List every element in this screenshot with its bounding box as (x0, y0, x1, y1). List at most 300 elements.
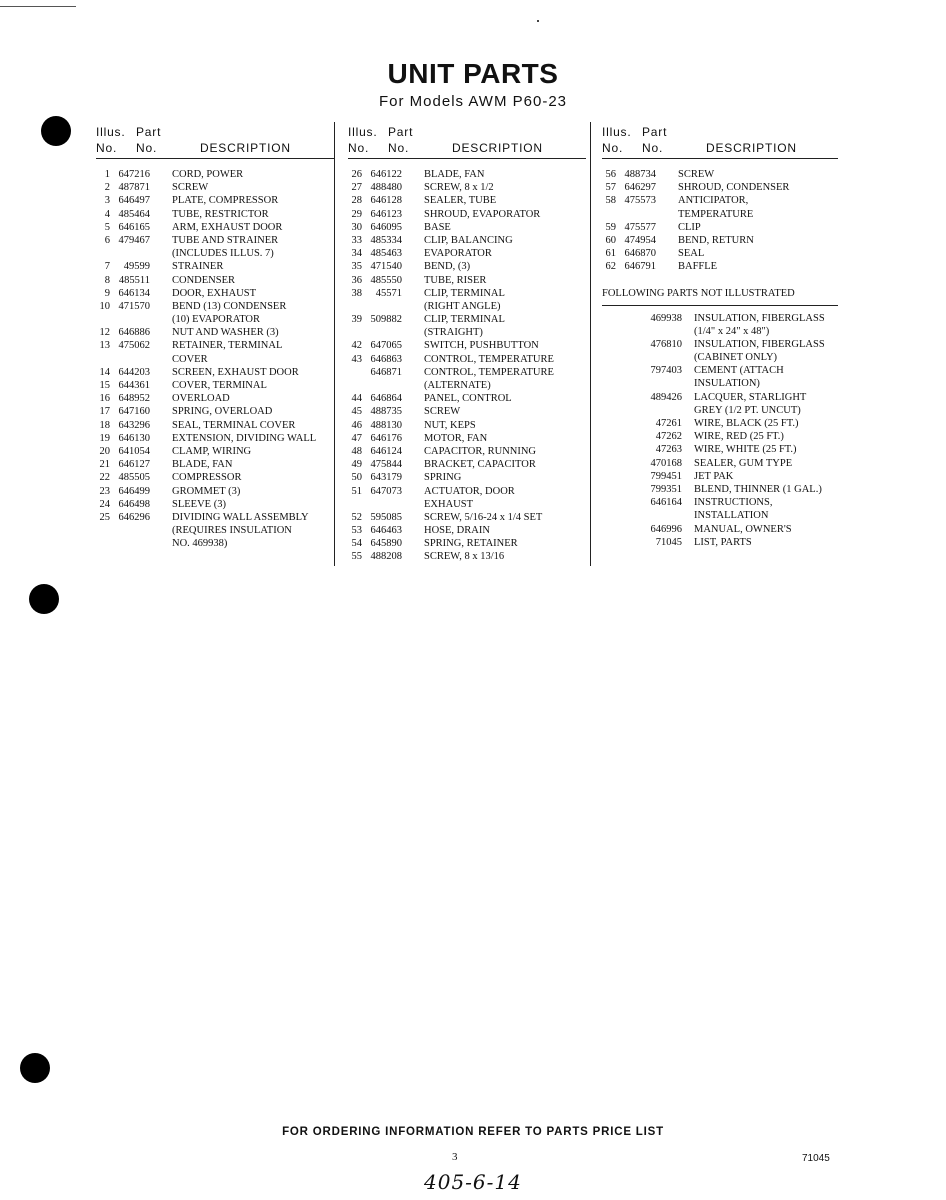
parts-row (348, 221, 586, 234)
column-header (602, 122, 838, 159)
illus-number: 46 (351, 419, 362, 431)
part-number: 647065 (370, 340, 402, 352)
illus-number: 30 (351, 221, 362, 233)
part-number: 646124 (370, 445, 402, 457)
illus-number: 4 (104, 208, 110, 220)
part-description: EXTENSION, DIVIDING WALL (172, 432, 317, 444)
parts-row (96, 300, 334, 313)
part-number: 49599 (123, 261, 150, 273)
part-description: CEMENT (ATTACH (694, 365, 784, 377)
part-description: BEND, RETURN (678, 234, 754, 246)
part-number: 488208 (370, 551, 402, 563)
page-title: UNIT PARTS (387, 58, 559, 89)
illus-number: 27 (351, 182, 362, 194)
part-number: 485505 (118, 472, 150, 484)
part-description: STRAINER (172, 261, 224, 273)
part-number: 475062 (118, 340, 150, 352)
part-description: NO. 469938) (172, 538, 228, 550)
header-description: DESCRIPTION (706, 141, 797, 155)
part-description: EVAPORATOR (424, 248, 492, 260)
part-description: BLEND, THINNER (1 GAL.) (694, 483, 822, 495)
part-description: CORD, POWER (172, 169, 244, 180)
part-number: 646497 (118, 195, 150, 207)
part-description: INSULATION) (694, 378, 760, 390)
illus-number: 39 (351, 314, 362, 326)
part-description: SCREW, 8 x 13/16 (424, 551, 505, 563)
part-description: TUBE, RISER (424, 274, 487, 286)
not-illustrated-row (602, 483, 838, 496)
part-number: 45571 (375, 287, 402, 299)
parts-row (348, 392, 586, 405)
part-description: (CABINET ONLY) (694, 352, 778, 364)
scan-speck (537, 20, 539, 22)
part-description: INSTALLATION (694, 510, 769, 522)
scan-corner-line (0, 6, 76, 7)
part-description: SCREW, 8 x 1/2 (424, 182, 494, 194)
part-number: 646165 (118, 221, 150, 233)
illus-number: 15 (99, 380, 110, 391)
part-description: CONTROL, TEMPERATURE (424, 366, 554, 378)
part-description: TUBE AND STRAINER (172, 234, 279, 246)
illus-number: 26 (351, 169, 362, 180)
part-description: JET PAK (694, 470, 734, 482)
illus-number: 8 (104, 274, 110, 286)
part-number: 485463 (370, 248, 402, 260)
part-number: 646791 (624, 261, 656, 273)
part-number: 646996 (650, 523, 682, 535)
illus-number: 24 (99, 498, 110, 510)
part-description: COMPRESSOR (172, 472, 242, 484)
parts-row (96, 458, 334, 471)
parts-row (348, 274, 586, 287)
handwritten-note: 405-6-14 (424, 1170, 522, 1194)
part-description: CLIP, TERMINAL (424, 314, 505, 326)
page-number: 3 (452, 1151, 458, 1163)
part-number: 643179 (370, 472, 402, 484)
illus-number: 33 (351, 234, 362, 246)
part-number: 646127 (118, 459, 150, 471)
header-illus: Illus. (348, 125, 378, 139)
parts-row (602, 208, 838, 221)
not-illustrated-row (602, 338, 838, 351)
illus-number: 55 (351, 551, 362, 563)
part-number: 644361 (118, 380, 150, 391)
part-description: LACQUER, STARLIGHT (694, 391, 807, 403)
parts-row (602, 194, 838, 207)
part-description: (REQUIRES INSULATION (172, 525, 292, 537)
part-description: GREY (1/2 PT. UNCUT) (694, 404, 801, 416)
part-description: SCREW, 5/16-24 x 1/4 SET (424, 511, 543, 523)
not-illustrated-row (602, 536, 838, 549)
ordering-note: FOR ORDERING INFORMATION REFER TO PARTS PRICE LIST (282, 1126, 664, 1138)
parts-row (96, 511, 334, 524)
illus-number: 10 (99, 300, 110, 312)
not-illustrated-row (602, 443, 838, 456)
header-no: No. (348, 141, 370, 155)
part-description: DIVIDING WALL ASSEMBLY (172, 511, 309, 523)
illus-number: 21 (99, 459, 110, 471)
parts-list (602, 168, 838, 274)
illus-number: 23 (99, 485, 110, 497)
parts-row (348, 247, 586, 260)
parts-row (348, 168, 586, 181)
parts-row (348, 326, 586, 339)
part-number: 489426 (650, 391, 682, 403)
illus-number: 6 (104, 234, 110, 246)
parts-row (96, 287, 334, 300)
part-description: MOTOR, FAN (424, 432, 488, 444)
part-description: (STRAIGHT) (424, 327, 483, 339)
column-divider (334, 122, 335, 566)
part-number: 509882 (370, 314, 402, 326)
not-illustrated-row (602, 377, 838, 390)
parts-column-2 (348, 122, 586, 564)
part-description: WIRE, BLACK (25 FT.) (694, 418, 799, 429)
parts-column-3 (602, 122, 838, 549)
part-description: SEALER, GUM TYPE (694, 457, 793, 469)
part-number: 646130 (118, 432, 150, 444)
part-description: SPRING, RETAINER (424, 538, 518, 550)
part-description: TEMPERATURE (678, 208, 754, 220)
part-number: 469938 (650, 312, 682, 324)
part-description: COVER, TERMINAL (172, 380, 267, 391)
parts-row (96, 168, 334, 181)
part-number: 645890 (370, 538, 402, 550)
part-number: 641054 (118, 445, 150, 457)
part-number: 646134 (118, 287, 150, 299)
parts-row (348, 524, 586, 537)
part-description: INSULATION, FIBERGLASS (694, 312, 825, 324)
parts-row (602, 221, 838, 234)
column-header (348, 122, 586, 159)
not-illustrated-row (602, 457, 838, 470)
part-description: INSULATION, FIBERGLASS (694, 338, 825, 350)
part-description: MANUAL, OWNER'S (694, 523, 792, 535)
part-number: 475573 (624, 195, 656, 207)
part-number: 647216 (118, 169, 150, 180)
illus-number: 35 (351, 261, 362, 273)
part-description: BLADE, FAN (424, 169, 485, 180)
illus-number: 28 (351, 195, 362, 207)
illus-number: 54 (351, 538, 362, 550)
parts-row (96, 247, 334, 260)
illus-number: 36 (351, 274, 362, 286)
part-description: CLIP (678, 221, 701, 233)
parts-column-1 (96, 122, 334, 550)
not-illustrated-title: FOLLOWING PARTS NOT ILLUSTRATED (602, 288, 838, 306)
part-number: 485334 (370, 234, 402, 246)
illus-number: 50 (351, 472, 362, 484)
parts-row (96, 234, 334, 247)
header-part-no: No. (642, 141, 664, 155)
part-number: 646095 (370, 221, 402, 233)
part-number: 475844 (370, 459, 402, 471)
part-number: 646886 (118, 327, 150, 339)
part-number: 647160 (118, 406, 150, 418)
part-description: INSTRUCTIONS, (694, 497, 773, 509)
part-description: SLEEVE (3) (172, 498, 226, 510)
parts-row (96, 326, 334, 339)
header-part: Part (388, 125, 414, 139)
header-part: Part (642, 125, 668, 139)
illus-number: 14 (99, 366, 110, 378)
parts-row (348, 511, 586, 524)
illus-number: 60 (605, 234, 616, 246)
parts-row (96, 313, 334, 326)
part-description: WIRE, RED (25 FT.) (694, 431, 784, 443)
part-description: CLAMP, WIRING (172, 445, 252, 457)
part-number: 471540 (370, 261, 402, 273)
not-illustrated-row (602, 430, 838, 443)
illus-number: 12 (99, 327, 110, 339)
parts-row (96, 524, 334, 537)
illus-number: 58 (605, 195, 616, 207)
parts-row (602, 181, 838, 194)
part-description: SCREW (678, 169, 715, 180)
part-number: 646870 (624, 248, 656, 260)
part-number: 47263 (655, 444, 682, 456)
part-number: 646122 (370, 169, 402, 180)
illus-number: 57 (605, 182, 616, 194)
part-number: 648952 (118, 393, 150, 405)
parts-row (96, 405, 334, 418)
illus-number: 44 (351, 393, 362, 405)
parts-list (96, 168, 334, 550)
part-description: SCREW (172, 182, 209, 194)
header-illus: Illus. (602, 125, 632, 139)
part-description: CONTROL, TEMPERATURE (424, 353, 554, 365)
parts-row (96, 498, 334, 511)
illus-number: 29 (351, 208, 362, 220)
illus-number: 53 (351, 525, 362, 537)
illus-number: 34 (351, 248, 362, 260)
parts-row (602, 247, 838, 260)
part-number: 646123 (370, 208, 402, 220)
parts-row (96, 221, 334, 234)
part-description: HOSE, DRAIN (424, 525, 490, 537)
not-illustrated-row (602, 509, 838, 522)
part-number: 646871 (370, 366, 402, 378)
part-number: 488130 (370, 419, 402, 431)
part-description: SHROUD, CONDENSER (678, 182, 790, 194)
parts-row (96, 260, 334, 273)
parts-row (348, 181, 586, 194)
part-description: NUT, KEPS (424, 419, 476, 431)
part-number: 488735 (370, 406, 402, 418)
part-number: 475577 (624, 221, 656, 233)
header-no: No. (602, 141, 624, 155)
part-description: BASE (424, 221, 451, 233)
part-description: COVER (172, 353, 208, 365)
not-illustrated-row (602, 325, 838, 338)
illus-number: 2 (104, 182, 110, 194)
parts-row (96, 181, 334, 194)
illus-number: 20 (99, 445, 110, 457)
part-description: PANEL, CONTROL (424, 393, 512, 405)
header-illus: Illus. (96, 125, 126, 139)
part-number: 644203 (118, 366, 150, 378)
illus-number: 61 (605, 248, 616, 260)
part-description: (10) EVAPORATOR (172, 314, 260, 326)
illus-number: 52 (351, 511, 362, 523)
part-description: NUT AND WASHER (3) (172, 327, 279, 339)
not-illustrated-row (602, 523, 838, 536)
part-description: (RIGHT ANGLE) (424, 300, 501, 312)
part-description: EXHAUST (424, 498, 473, 510)
parts-row (96, 339, 334, 352)
illus-number: 3 (104, 195, 110, 207)
header-part: Part (136, 125, 162, 139)
illus-number: 49 (351, 459, 362, 471)
column-header (96, 122, 334, 159)
parts-row (96, 432, 334, 445)
document-code: 71045 (802, 1153, 830, 1164)
not-illustrated-row (602, 496, 838, 509)
parts-list (348, 168, 586, 564)
part-description: SEAL, TERMINAL COVER (172, 419, 296, 431)
not-illustrated-row (602, 470, 838, 483)
part-number: 71045 (655, 536, 682, 548)
parts-row (348, 405, 586, 418)
parts-row (348, 234, 586, 247)
part-description: (ALTERNATE) (424, 380, 491, 391)
parts-row (348, 445, 586, 458)
part-number: 47262 (655, 431, 682, 443)
not-illustrated-row (602, 312, 838, 325)
not-illustrated-row (602, 417, 838, 430)
part-description: SCREW (424, 406, 461, 418)
part-number: 487871 (118, 182, 150, 194)
binder-hole-top (41, 116, 71, 146)
page-subtitle: For Models AWM P60-23 (379, 93, 567, 110)
illus-number: 45 (351, 406, 362, 418)
part-description: WIRE, WHITE (25 FT.) (694, 444, 797, 456)
illus-number: 48 (351, 445, 362, 457)
parts-row (96, 208, 334, 221)
illus-number: 25 (99, 511, 110, 523)
illus-number: 18 (99, 419, 110, 431)
part-number: 646499 (118, 485, 150, 497)
parts-row (348, 339, 586, 352)
part-number: 799351 (650, 483, 682, 495)
part-description: BEND (13) CONDENSER (172, 300, 287, 312)
parts-row (348, 208, 586, 221)
illus-number: 22 (99, 472, 110, 484)
part-description: SEALER, TUBE (424, 195, 497, 207)
part-number: 643296 (118, 419, 150, 431)
parts-row (348, 366, 586, 379)
parts-row (348, 498, 586, 511)
part-number: 646463 (370, 525, 402, 537)
part-description: PLATE, COMPRESSOR (172, 195, 279, 207)
part-number: 797403 (650, 365, 682, 377)
part-description: CLIP, TERMINAL (424, 287, 505, 299)
parts-row (602, 260, 838, 273)
part-number: 646498 (118, 498, 150, 510)
illus-number: 51 (351, 485, 362, 497)
parts-row (348, 458, 586, 471)
part-number: 799451 (650, 470, 682, 482)
part-description: ARM, EXHAUST DOOR (172, 221, 283, 233)
parts-row (96, 471, 334, 484)
part-description: BLADE, FAN (172, 459, 233, 471)
part-number: 646296 (118, 511, 150, 523)
part-description: GROMMET (3) (172, 485, 241, 497)
parts-row (96, 274, 334, 287)
not-illustrated-row (602, 404, 838, 417)
header-no: No. (96, 141, 118, 155)
parts-row (348, 313, 586, 326)
illus-number: 16 (99, 393, 110, 405)
parts-row (96, 485, 334, 498)
binder-hole-middle (29, 584, 59, 614)
part-number: 470168 (650, 457, 682, 469)
illus-number: 1 (104, 169, 110, 180)
part-number: 647073 (370, 485, 402, 497)
parts-row (96, 194, 334, 207)
part-number: 646176 (370, 432, 402, 444)
parts-row (602, 234, 838, 247)
part-description: BAFFLE (678, 261, 718, 273)
part-description: ANTICIPATOR, (678, 195, 749, 207)
parts-row (96, 445, 334, 458)
part-number: 474954 (624, 234, 656, 246)
header-description: DESCRIPTION (200, 141, 291, 155)
part-description: CONDENSER (172, 274, 236, 286)
parts-row (348, 471, 586, 484)
illus-number: 7 (104, 261, 110, 273)
part-description: (1/4" x 24" x 48") (694, 325, 770, 337)
part-number: 646128 (370, 195, 402, 207)
parts-row (348, 550, 586, 563)
part-description: SHROUD, EVAPORATOR (424, 208, 541, 220)
parts-row (96, 419, 334, 432)
illus-number: 47 (351, 432, 362, 444)
part-description: SPRING, OVERLOAD (172, 406, 273, 418)
part-description: TUBE, RESTRICTOR (172, 208, 269, 220)
illus-number: 17 (99, 406, 110, 418)
part-description: SEAL (678, 248, 705, 260)
part-description: SWITCH, PUSHBUTTON (424, 340, 539, 352)
not-illustrated-row (602, 391, 838, 404)
parts-row (96, 379, 334, 392)
header-part-no: No. (136, 141, 158, 155)
part-number: 646297 (624, 182, 656, 194)
part-description: DOOR, EXHAUST (172, 287, 256, 299)
illus-number: 43 (351, 353, 362, 365)
part-description: SPRING (424, 472, 462, 484)
part-description: RETAINER, TERMINAL (172, 340, 283, 352)
parts-row (348, 419, 586, 432)
part-number: 471570 (118, 300, 150, 312)
part-number: 488734 (624, 169, 656, 180)
part-description: OVERLOAD (172, 393, 230, 405)
illus-number: 56 (605, 169, 616, 180)
parts-row (348, 260, 586, 273)
parts-row (602, 168, 838, 181)
part-number: 646864 (370, 393, 402, 405)
part-number: 485464 (118, 208, 150, 220)
part-number: 488480 (370, 182, 402, 194)
part-number: 646863 (370, 353, 402, 365)
parts-row (348, 287, 586, 300)
illus-number: 13 (99, 340, 110, 352)
part-description: CLIP, BALANCING (424, 234, 513, 246)
illus-number: 42 (351, 340, 362, 352)
part-number: 47261 (655, 418, 682, 429)
part-number: 485550 (370, 274, 402, 286)
part-description: LIST, PARTS (694, 536, 752, 548)
